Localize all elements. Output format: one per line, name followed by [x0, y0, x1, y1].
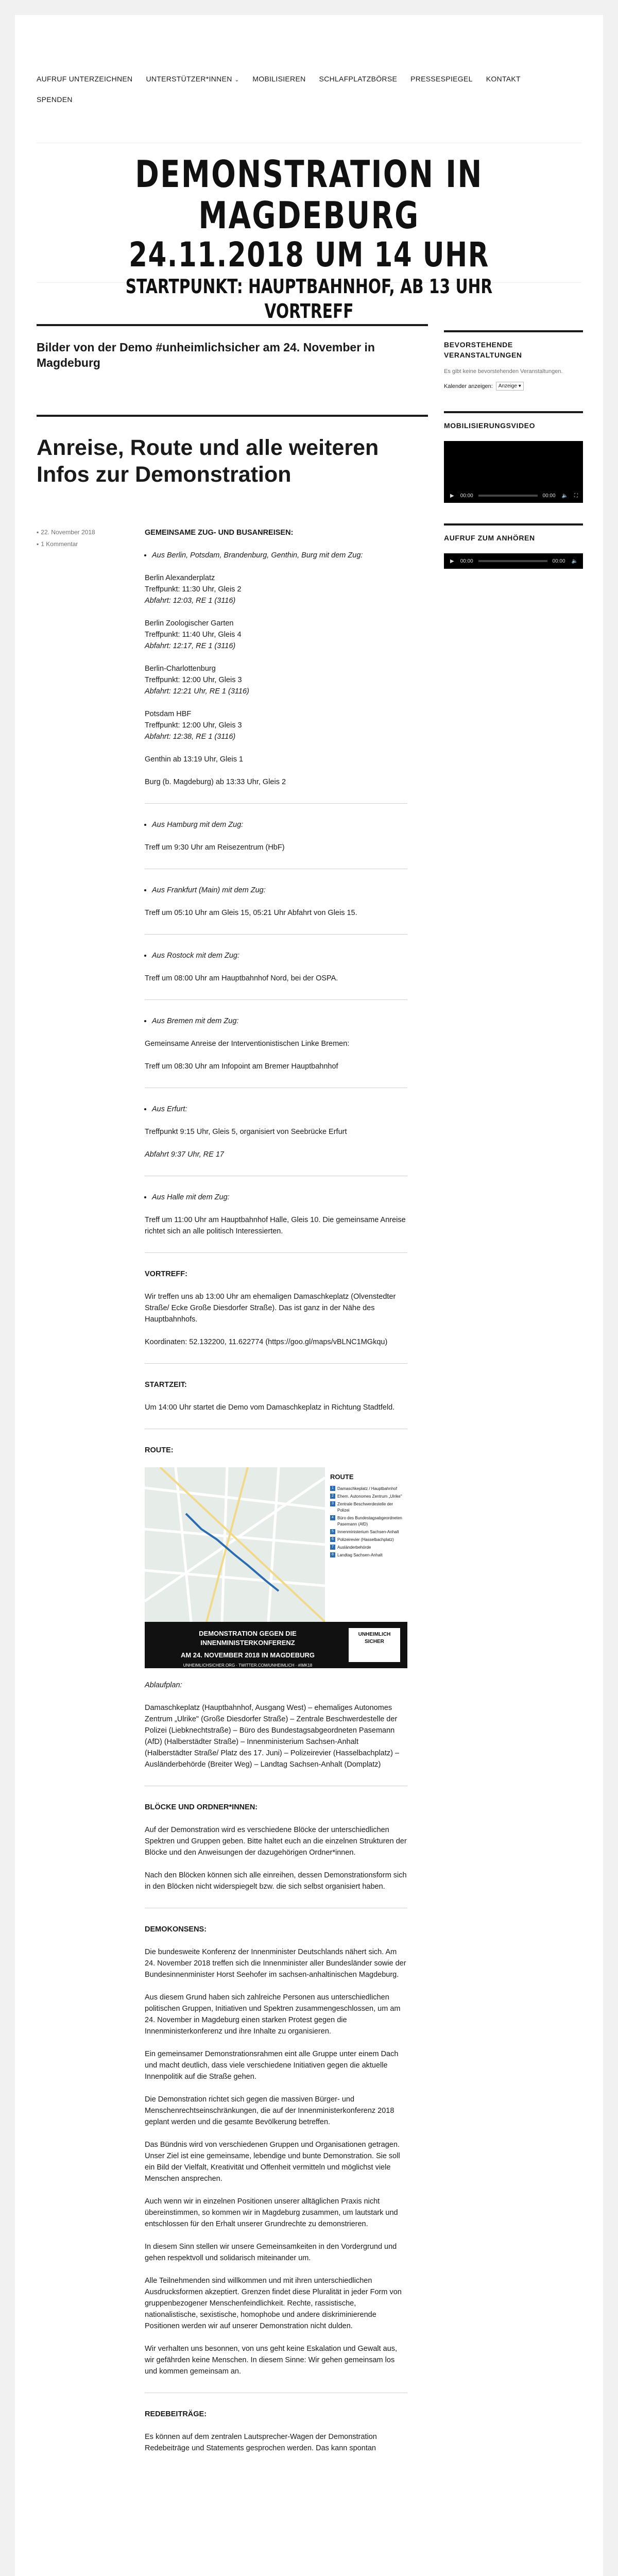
station-burg: Burg (b. Magdeburg) ab 13:33 Uhr, Gleis 2 [145, 778, 286, 786]
hamburg-text: Treff um 9:30 Uhr am Reisezentrum (HbF) [145, 843, 285, 852]
volume-icon[interactable]: 🔈 [571, 558, 578, 564]
video-progress-bar[interactable] [478, 495, 538, 497]
banner-startpoint: STARTPUNKT: HAUPTBAHNHOF, AB 13 UHR VORTREFF [125, 275, 493, 323]
map-footer-line1: DEMONSTRATION GEGEN DIE INNENMINISTERKONFERENZ [199, 1630, 297, 1647]
play-icon[interactable]: ▶ [450, 558, 454, 564]
station-block: Potsdam HBF Treffpunkt: 12:00 Uhr, Gleis 3 Abfahrt: 12:38, RE 1 (3116) [145, 710, 242, 741]
events-filter [444, 382, 583, 391]
street-map [145, 1467, 325, 1622]
arrival-list-hamburg [145, 819, 407, 831]
bloecke-text-1: Auf der Demonstration wird es verschiedene Blöcke der unterschiedlichen Spektren und Gruppen geben. Bitte haltet euch an die einzelnen Strukturen der Blöcke und den Anweisungen der dazugehörigen Ordner*innen. [145, 1826, 407, 1857]
map-legend-item: 4 Büro des Bundestagsabgeordneten Pasemann (AfD) [330, 1515, 403, 1528]
nav-item-pressespiegel[interactable]: PRESSESPIEGEL [410, 75, 473, 83]
calendar-icon: ▪ [37, 529, 39, 536]
konsens-text-7: In diesem Sinn stellen wir unsere Gemeinsamkeiten in den Vordergrund und gehen respektvoll und solidarisch miteinander um. [145, 2243, 397, 2262]
divider [145, 1252, 407, 1253]
konsens-heading: DEMOKONSENS: [145, 1925, 207, 1934]
frankfurt-text: Treff um 05:10 Uhr am Gleis 15, 05:21 Uhr Abfahrt von Gleis 15. [145, 909, 357, 917]
station-block: Berlin-Charlottenburg Treffpunkt: 12:00 Uhr, Gleis 3 Abfahrt: 12:21 Uhr, RE 1 (3116) [145, 665, 249, 696]
nav-item-spenden[interactable]: SPENDEN [37, 95, 73, 104]
nav-item-aufruf-unterzeichnen[interactable]: AUFRUF UNTERZEICHNEN [37, 75, 133, 83]
vortreff-coordinates[interactable]: Koordinaten: 52.132200, 11.622774 (https://goo.gl/maps/vBLNC1MGkqu) [145, 1338, 388, 1346]
header-banner[interactable] [37, 143, 581, 323]
divider [145, 999, 407, 1000]
video-time-total: 00:00 [542, 493, 556, 499]
reden-text: Es können auf dem zentralen Lautsprecher-Wagen der Demonstration Redebeiträge und Statements gesprochen werden. Das kann spontan [145, 2433, 377, 2452]
video-widget-title: MOBILISIERUNGSVIDEO [444, 411, 583, 431]
divider [145, 934, 407, 935]
chevron-down-icon: ⌄ [234, 77, 239, 83]
route-text: Damaschkeplatz (Hauptbahnhof, Ausgang West) – ehemaliges Autonomes Zentrum „Ulrike" (Große Diesdorfer Straße) – Zentrale Beschwerdestelle der Polizei (Liebknechtstraße) – Büro des Bundestagsabgeordneten Pasemann (AfD) (Halberstädter Straße) – Innenministerium Sachsen-Anhalt (Halberstädter Straße/ Platz des 17. Juni) – Polizeirevier (Hasselbachplatz) – Ausländerbehörde (Breiter Weg) – Landtag Sachsen-Anhalt (Domplatz) [145, 1704, 400, 1769]
post-content [145, 527, 407, 2465]
play-icon[interactable]: ▶ [450, 493, 454, 499]
konsens-text-4: Die Demonstration richtet sich gegen die massiven Bürger- und Menschenrechtseinschränkungen, die auf der Innenministerkonferenz 2018 geplant werden und die gesamte Bevölkerung betreffen. [145, 2095, 394, 2126]
list-item: • Aus Berlin, Potsdam, Brandenburg, Genthin, Burg mit dem Zug: [152, 550, 407, 561]
konsens-text-2: Aus diesem Grund haben sich zahlreiche Personen aus unterschiedlichen politischen Gruppen, Initiativen und Spektren zusammengeschlossen, um am 24. November in Magdeburg einen starken Protest gegen die Innenministerkonferenz und ihre Inhalte zu organisieren. [145, 1993, 401, 2036]
bremen-text-1: Gemeinsame Anreise der Interventionistischen Linke Bremen: [145, 1040, 350, 1048]
route-heading: ROUTE: [145, 1446, 174, 1454]
bremen-text-2: Treff um 08:30 Uhr am Infopoint am Bremer Hauptbahnhof [145, 1062, 338, 1071]
banner-headline: DEMONSTRATION IN MAGDEBURG [135, 152, 483, 237]
list-item: • Aus Halle mit dem Zug: [152, 1192, 407, 1203]
audio-widget-title: AUFRUF ZUM ANHÖREN [444, 523, 583, 543]
map-area [145, 1467, 325, 1622]
vortreff-heading: VORTREFF: [145, 1270, 187, 1278]
post-divider [37, 415, 428, 417]
sticky-post-title[interactable]: Bilder von der Demo #unheimlichsicher am 24. November in Magdeburg [37, 341, 375, 369]
reden-heading: REDEBEITRÄGE: [145, 2410, 207, 2418]
station-genthin: Genthin ab 13:19 Uhr, Gleis 1 [145, 755, 244, 764]
bloecke-heading: BLÖCKE UND ORDNER*INNEN: [145, 1803, 258, 1811]
chevron-down-icon: ▾ [518, 383, 521, 389]
map-legend-item: 2 Ehem. Autonomes Zentrum „Ulrike" [330, 1494, 403, 1500]
post-meta [37, 527, 124, 551]
arrival-list-frankfurt [145, 885, 407, 896]
map-legend-item: 7 Ausländerbehörde [330, 1545, 403, 1551]
main-navigation [37, 69, 582, 110]
erfurt-text-1: Treffpunkt 9:15 Uhr, Gleis 5, organisiert von Seebrücke Erfurt [145, 1128, 347, 1136]
video-time-current: 00:00 [460, 493, 473, 499]
events-filter-select[interactable]: Anzeige ▾ [496, 382, 524, 391]
sticky-divider [37, 324, 428, 326]
video-player[interactable] [444, 441, 583, 503]
station-block: Berlin Alexanderplatz Treffpunkt: 11:30 Uhr, Gleis 2 Abfahrt: 12:03, RE 1 (3116) [145, 574, 242, 605]
erfurt-text-2: Abfahrt 9:37 Uhr, RE 17 [145, 1150, 224, 1159]
arrival-list-bremen [145, 1015, 407, 1027]
audio-progress-bar[interactable] [478, 560, 547, 562]
startzeit-text: Um 14:00 Uhr startet die Demo vom Damaschkeplatz in Richtung Stadtfeld. [145, 1403, 395, 1412]
map-footer [145, 1622, 407, 1668]
map-footer-line3: UNHEIMLICHSICHER.ORG · TWITTER.COM/UNHEIMLICH · #IMK18 [183, 1663, 313, 1668]
fullscreen-icon[interactable]: ⛶ [574, 493, 578, 499]
konsens-text-6: Auch wenn wir in einzelnen Positionen unserer alltäglichen Praxis nicht übereinstimmen, so kommen wir in Magdeburg zusammen, um lautstark und entschlossen für den Erhalt unserer Grundrechte zu demonstrieren. [145, 2197, 398, 2228]
page [15, 15, 603, 2576]
post-title[interactable]: Anreise, Route und alle weiteren Infos zur Demonstration [37, 435, 379, 487]
konsens-text-8: Alle Teilnehmenden sind willkommen und mit ihren unterschiedlichen Ausdrucksformen akzeptiert. Grenzen findet diese Pluralität in jeder Form von gruppenbezogener Menschenfeindlichkeit. Rechte, rassistische, nationalistische, sexistische, homophobe und andere diskriminierende Positionen werden wir auf unserer Demonstration nicht dulden. [145, 2277, 402, 2330]
arrival-list-halle [145, 1192, 407, 1203]
map-legend-title: ROUTE [330, 1473, 354, 1481]
banner-date: 24.11.2018 UM 14 UHR [129, 235, 489, 275]
route-label: Ablaufplan: [145, 1681, 182, 1689]
map-legend-item: 3 Zentrale Beschwerdestelle der Polizei [330, 1501, 403, 1514]
rostock-text: Treff um 08:00 Uhr am Hauptbahnhof Nord, bei der OSPA. [145, 974, 338, 982]
list-item: • Aus Hamburg mit dem Zug: [152, 819, 407, 831]
list-item: • Aus Frankfurt (Main) mit dem Zug: [152, 885, 407, 896]
map-legend [325, 1467, 407, 1622]
audio-player[interactable] [444, 553, 583, 569]
map-legend-item: 6 Polizeirevier (Hasselbachplatz) [330, 1537, 403, 1543]
arrival-list-rostock [145, 950, 407, 961]
arrival-heading: GEMEINSAME ZUG- UND BUSANREISEN: [145, 529, 294, 537]
konsens-text-1: Die bundesweite Konferenz der Innenminister Deutschlands nähert sich. Am 24. November 2018 treffen sich die Innenminister aller Bundesländer sowie der Bundesinnenminister Horst Seehofer im sachsen-anhaltinischen Magdeburg. [145, 1948, 406, 1979]
divider [145, 1363, 407, 1364]
unheimlich-sicher-logo: UNHEIMLICH SICHER [349, 1628, 400, 1662]
nav-item-unterstuetzer[interactable]: UNTERSTÜTZER*INNEN ⌄ [146, 75, 239, 83]
list-item: • Aus Rostock mit dem Zug: [152, 950, 407, 961]
arrival-list-berlin [145, 550, 407, 561]
route-map-image[interactable] [145, 1467, 407, 1668]
volume-icon[interactable]: 🔈 [561, 493, 568, 499]
post-comments-link[interactable]: ▪ 1 Kommentar [37, 540, 78, 548]
nav-item-mobilisieren[interactable]: MOBILISIEREN [252, 75, 306, 83]
audio-time-current: 00:00 [460, 558, 473, 564]
list-item: • Aus Erfurt: [152, 1104, 407, 1115]
nav-item-kontakt[interactable]: KONTAKT [486, 75, 521, 83]
startzeit-heading: STARTZEIT: [145, 1381, 187, 1389]
halle-text: Treff um 11:00 Uhr am Hauptbahnhof Halle, Gleis 10. Die gemeinsame Anreise richtet sich an alle politisch Interessierten. [145, 1216, 406, 1235]
arrival-list-erfurt [145, 1104, 407, 1115]
events-filter-label: Kalender anzeigen: [444, 383, 493, 389]
station-block: Berlin Zoologischer Garten Treffpunkt: 11:40 Uhr, Gleis 4 Abfahrt: 12:17, RE 1 (3116) [145, 619, 242, 650]
video-controls [444, 488, 583, 503]
nav-item-schlafplatzboerse[interactable]: SCHLAFPLATZBÖRSE [319, 75, 398, 83]
vortreff-text: Wir treffen uns ab 13:00 Uhr am ehemaligen Damaschkeplatz (Olvenstedter Straße/ Ecke Große Diesdorfer Straße). Das ist ganz in der Nähe des Hauptbahnhofs. [145, 1293, 396, 1324]
map-legend-item: 8 Landtag Sachsen-Anhalt [330, 1552, 403, 1558]
comment-icon: ▪ [37, 540, 39, 548]
events-empty-text: Es gibt keine bevorstehenden Veranstaltungen. [444, 368, 563, 375]
sidebar [444, 330, 583, 569]
divider [145, 803, 407, 804]
events-widget-title: BEVORSTEHENDE VERANSTALTUNGEN [444, 330, 583, 360]
audio-time-total: 00:00 [552, 558, 565, 564]
map-legend-item: 1 Damaschkeplatz / Hauptbahnhof [330, 1486, 403, 1492]
map-footer-line2: AM 24. NOVEMBER 2018 IN MAGDEBURG [180, 1651, 315, 1659]
bloecke-text-2: Nach den Blöcken können sich alle einreihen, dessen Demonstrationsform sich in den Blöcken nicht widerspiegelt bzw. die sich selbst organisiert haben. [145, 1871, 407, 1891]
konsens-text-5: Das Bündnis wird von verschiedenen Gruppen und Organisationen getragen. Unser Ziel ist eine gemeinsame, lebendige und bunte Demonstration. Sie soll ein Bild der Vielfalt, Kreativität und Offenheit vermitteln und möglichst viele Menschen ansprechen. [145, 2141, 400, 2183]
map-legend-item: 5 Innenministerium Sachsen-Anhalt [330, 1529, 403, 1535]
post-date[interactable]: ▪ 22. November 2018 [37, 529, 95, 536]
list-item: • Aus Bremen mit dem Zug: [152, 1015, 407, 1027]
konsens-text-9: Wir verhalten uns besonnen, von uns geht keine Eskalation und Gewalt aus, wir gefährden keine Menschen. In diesem Sinne: Wir gehen gemeinsam los und kommen gemeinsam an. [145, 2345, 398, 2376]
konsens-text-3: Ein gemeinsamer Demonstrationsrahmen eint alle Gruppe unter einem Dach und macht deutlich, dass viele verschiedene Initiativen gegen die aktuelle Innenpolitik auf die Straße gehen. [145, 2050, 399, 2081]
